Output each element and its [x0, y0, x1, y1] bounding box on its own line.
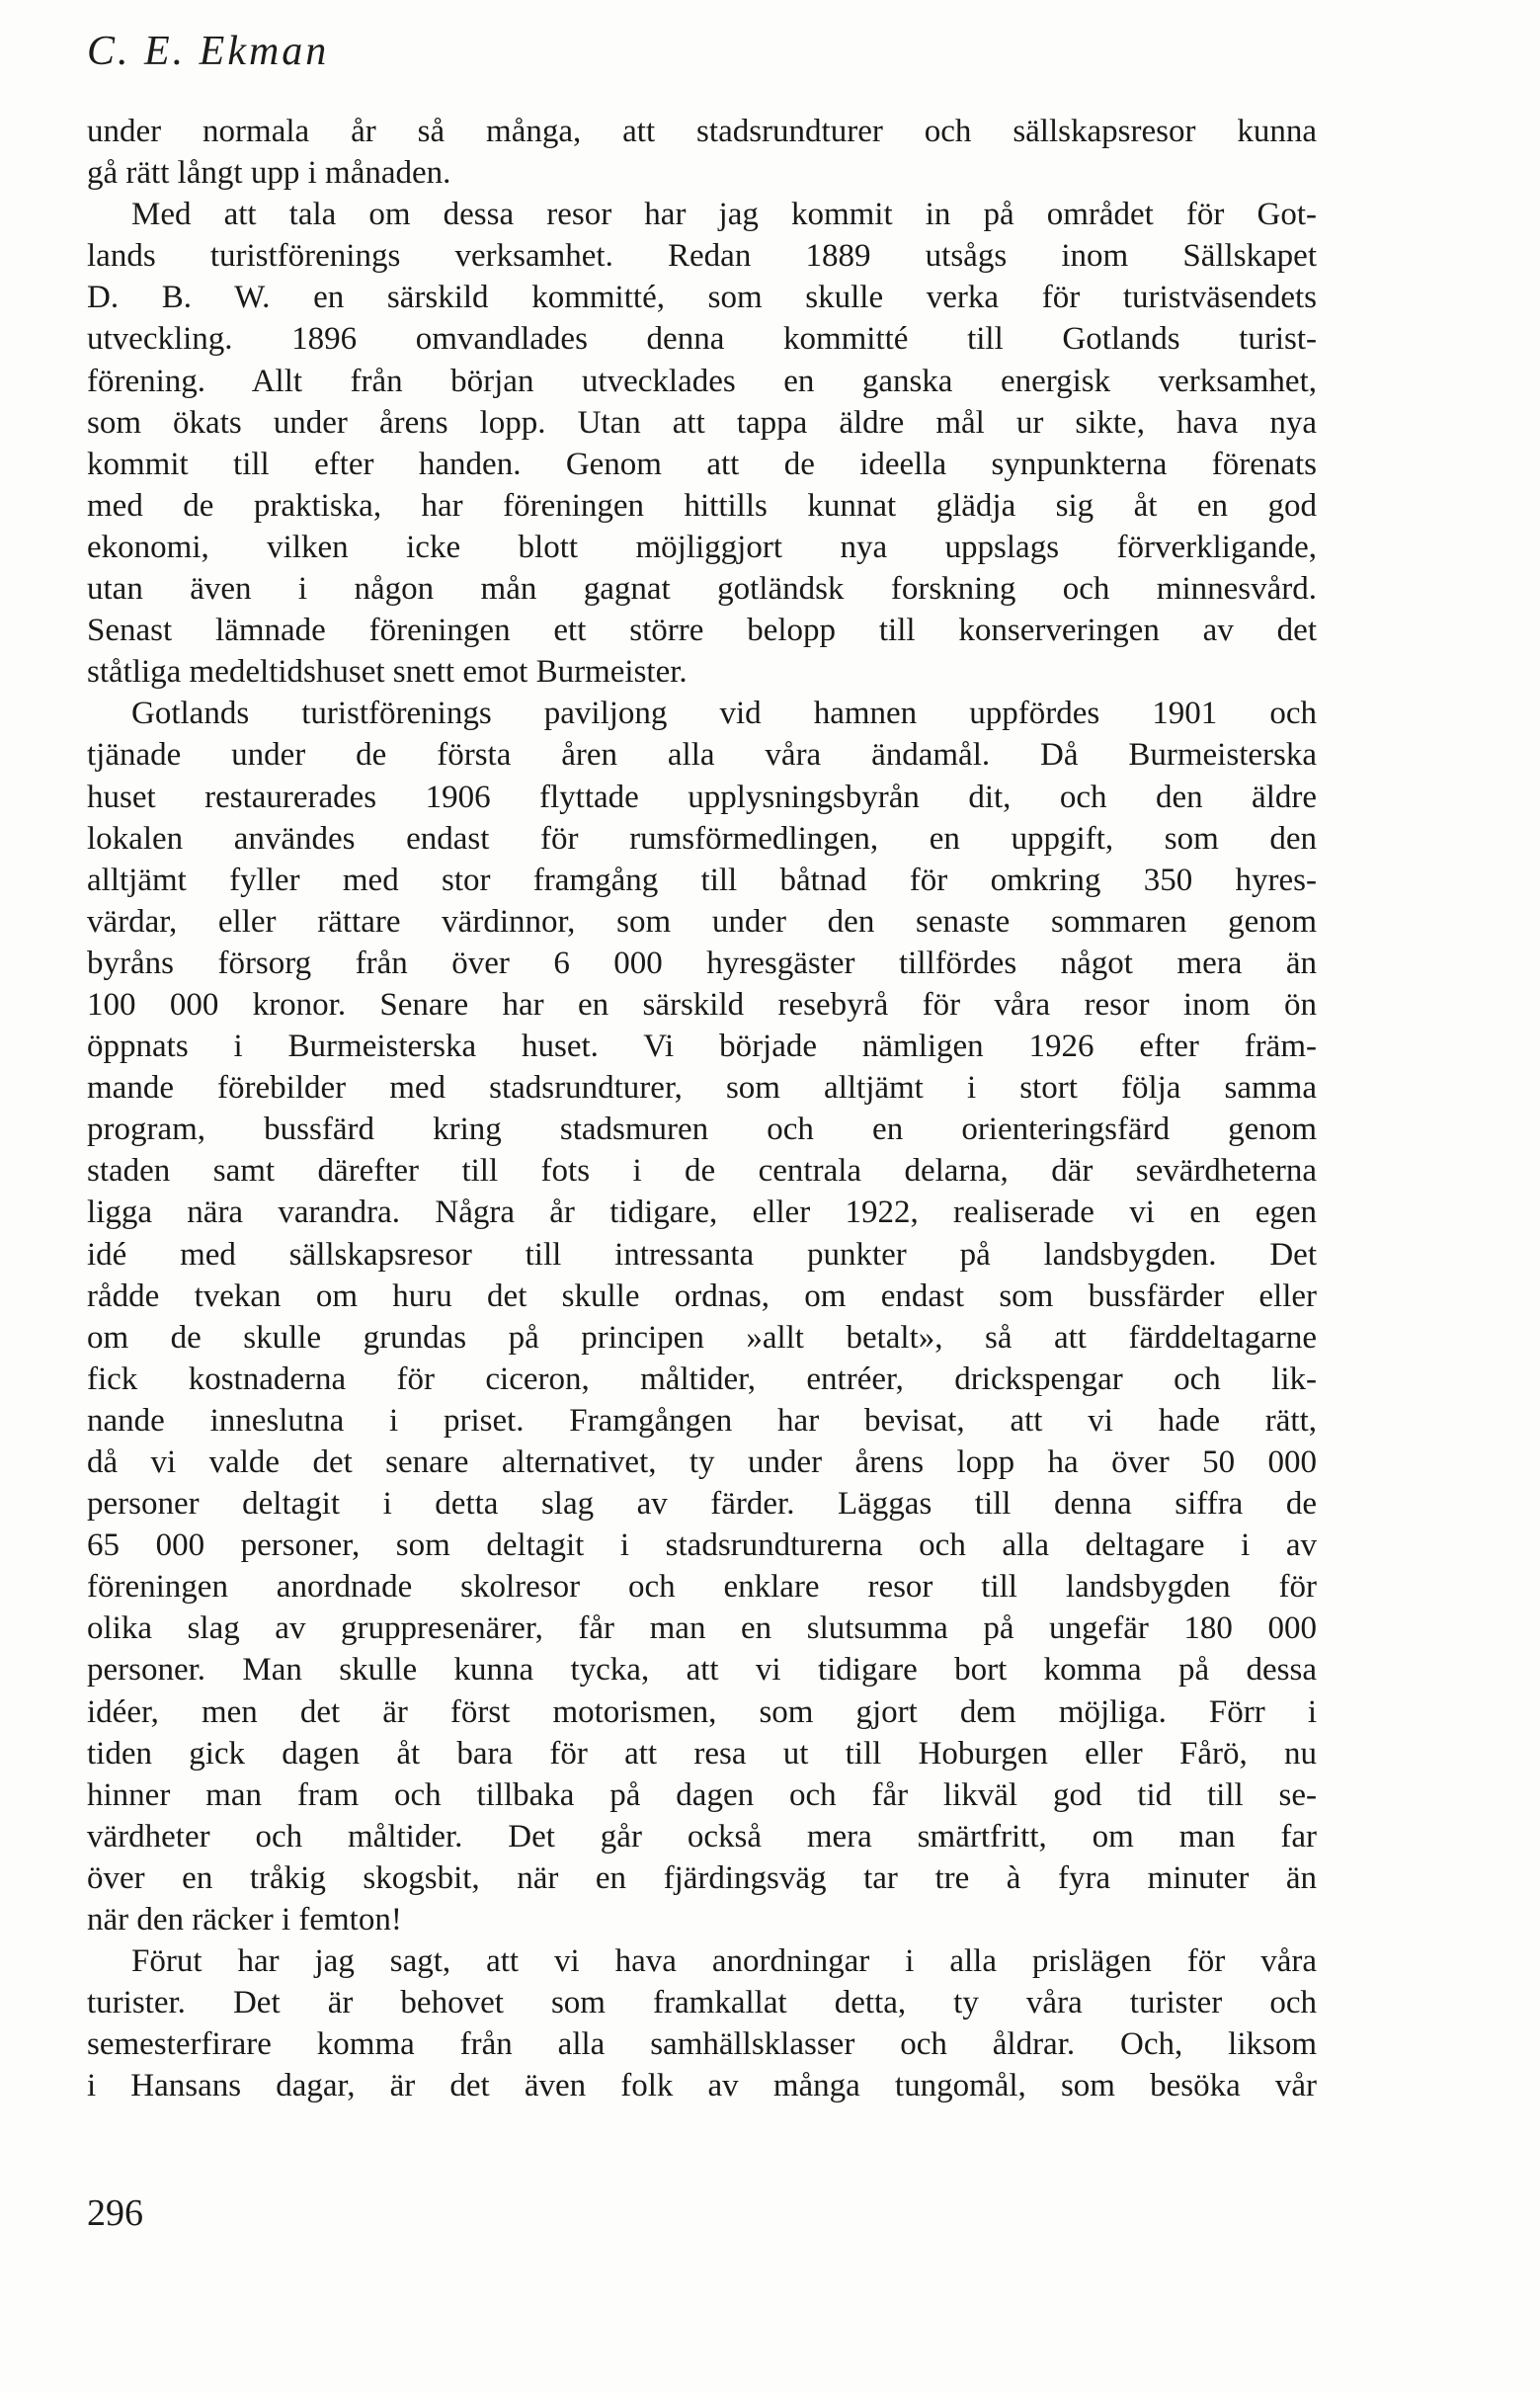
text-line: hinner man fram och tillbaka på dagen och får likväl god tid till se- — [87, 1776, 1317, 1813]
text-line: med de praktiska, har föreningen hittills kunnat glädja sig åt en god — [87, 487, 1317, 524]
text-line: nande inneslutna i priset. Framgången har bevisat, att vi hade rätt, — [87, 1402, 1317, 1439]
text-line: när den räcker i femton! — [87, 1902, 402, 1938]
text-line: staden samt därefter till fots i de centrala delarna, där sevärdheterna — [87, 1153, 1317, 1190]
text-line: program, bussfärd kring stadsmuren och en orienteringsfärd genom — [87, 1112, 1317, 1148]
text-line: mande förebilder med stadsrundturer, som alltjämt i stort följa samma — [87, 1070, 1317, 1107]
text-line: i Hansans dagar, är det även folk av många tungomål, som besöka vår — [87, 2068, 1317, 2104]
text-line: då vi valde det senare alternativet, ty under årens lopp ha över 50 000 — [87, 1444, 1317, 1480]
text-line: idé med sällskapsresor till intressanta punkter på landsbygden. Det — [87, 1236, 1317, 1273]
text-line: värdar, eller rättare värdinnor, som under den senaste sommaren genom — [87, 903, 1317, 940]
text-line: huset restaurerades 1906 flyttade upplysningsbyrån dit, och den äldre — [87, 779, 1317, 815]
text-line: personer. Man skulle kunna tycka, att vi tidigare bort komma på dessa — [87, 1652, 1317, 1689]
text-line: Förut har jag sagt, att vi hava anordningar i alla prislägen för våra — [131, 1943, 1317, 1980]
text-line: lands turistförenings verksamhet. Redan 1889 utsågs inom Sällskapet — [87, 238, 1317, 275]
text-line: turister. Det är behovet som framkallat detta, ty våra turister och — [87, 1985, 1317, 2021]
text-line: rådde tvekan om huru det skulle ordnas, om endast som bussfärder eller — [87, 1278, 1317, 1314]
text-line: byråns försorg från över 6 000 hyresgäster tillfördes något mera än — [87, 945, 1317, 981]
text-line: Gotlands turistförenings paviljong vid hamnen uppfördes 1901 och — [131, 696, 1317, 732]
text-line: kommit till efter handen. Genom att de ideella synpunkterna förenats — [87, 446, 1317, 482]
text-line: tjänade under de första åren alla våra ändamål. Då Burmeisterska — [87, 737, 1317, 774]
body-text — [87, 111, 1317, 2107]
text-line: 65 000 personer, som deltagit i stadsrundturerna och alla deltagare i av — [87, 1527, 1317, 1564]
text-line: som ökats under årens lopp. Utan att tappa äldre mål ur sikte, hava nya — [87, 404, 1317, 441]
text-line: ekonomi, vilken icke blott möjliggjort nya uppslags förverkligande, — [87, 529, 1317, 565]
text-line: ståtliga medeltidshuset snett emot Burmeister. — [87, 654, 688, 691]
running-head: C. E. Ekman — [87, 29, 330, 74]
text-line: värdheter och måltider. Det går också mera smärtfritt, om man far — [87, 1818, 1317, 1855]
text-line: föreningen anordnade skolresor och enklare resor till landsbygden för — [87, 1569, 1317, 1606]
text-line: alltjämt fyller med stor framgång till båtnad för omkring 350 hyres- — [87, 862, 1317, 898]
text-line: öppnats i Burmeisterska huset. Vi började nämligen 1926 efter främ- — [87, 1029, 1317, 1065]
text-line: förening. Allt från början utvecklades en ganska energisk verksamhet, — [87, 363, 1317, 399]
text-line: Senast lämnade föreningen ett större belopp till konserveringen av det — [87, 613, 1317, 649]
text-line: ligga nära varandra. Några år tidigare, eller 1922, realiserade vi en egen — [87, 1195, 1317, 1231]
text-line: olika slag av gruppresenärer, får man en slutsumma på ungefär 180 000 — [87, 1610, 1317, 1647]
text-line: fick kostnaderna för ciceron, måltider, entréer, drickspengar och lik- — [87, 1361, 1317, 1397]
text-line: över en tråkig skogsbit, när en fjärdingsväg tar tre à fyra minuter än — [87, 1859, 1317, 1896]
text-line: D. B. W. en särskild kommitté, som skulle verka för turistväsendets — [87, 280, 1317, 316]
text-line: idéer, men det är först motorismen, som gjort dem möjliga. Förr i — [87, 1693, 1317, 1730]
text-line: tiden gick dagen åt bara för att resa ut till Hoburgen eller Fårö, nu — [87, 1735, 1317, 1772]
text-line: Med att tala om dessa resor har jag kommit in på området för Got- — [131, 197, 1317, 233]
text-line: lokalen användes endast för rumsförmedlingen, en uppgift, som den — [87, 820, 1317, 857]
text-line: 100 000 kronor. Senare har en särskild resebyrå för våra resor inom ön — [87, 986, 1317, 1023]
text-line: gå rätt långt upp i månaden. — [87, 155, 451, 192]
text-line: utveckling. 1896 omvandlades denna kommitté till Gotlands turist- — [87, 321, 1317, 358]
page-number: 296 — [87, 2192, 143, 2234]
text-line: under normala år så många, att stadsrundturer och sällskapsresor kunna — [87, 114, 1317, 149]
text-line: utan även i någon mån gagnat gotländsk forskning och minnesvård. — [87, 571, 1317, 608]
text-line: personer deltagit i detta slag av färder. Läggas till denna siffra de — [87, 1486, 1317, 1523]
text-line: semesterfirare komma från alla samhällsklasser och åldrar. Och, liksom — [87, 2026, 1317, 2063]
text-line: om de skulle grundas på principen »allt betalt», så att färddeltagarne — [87, 1319, 1317, 1356]
